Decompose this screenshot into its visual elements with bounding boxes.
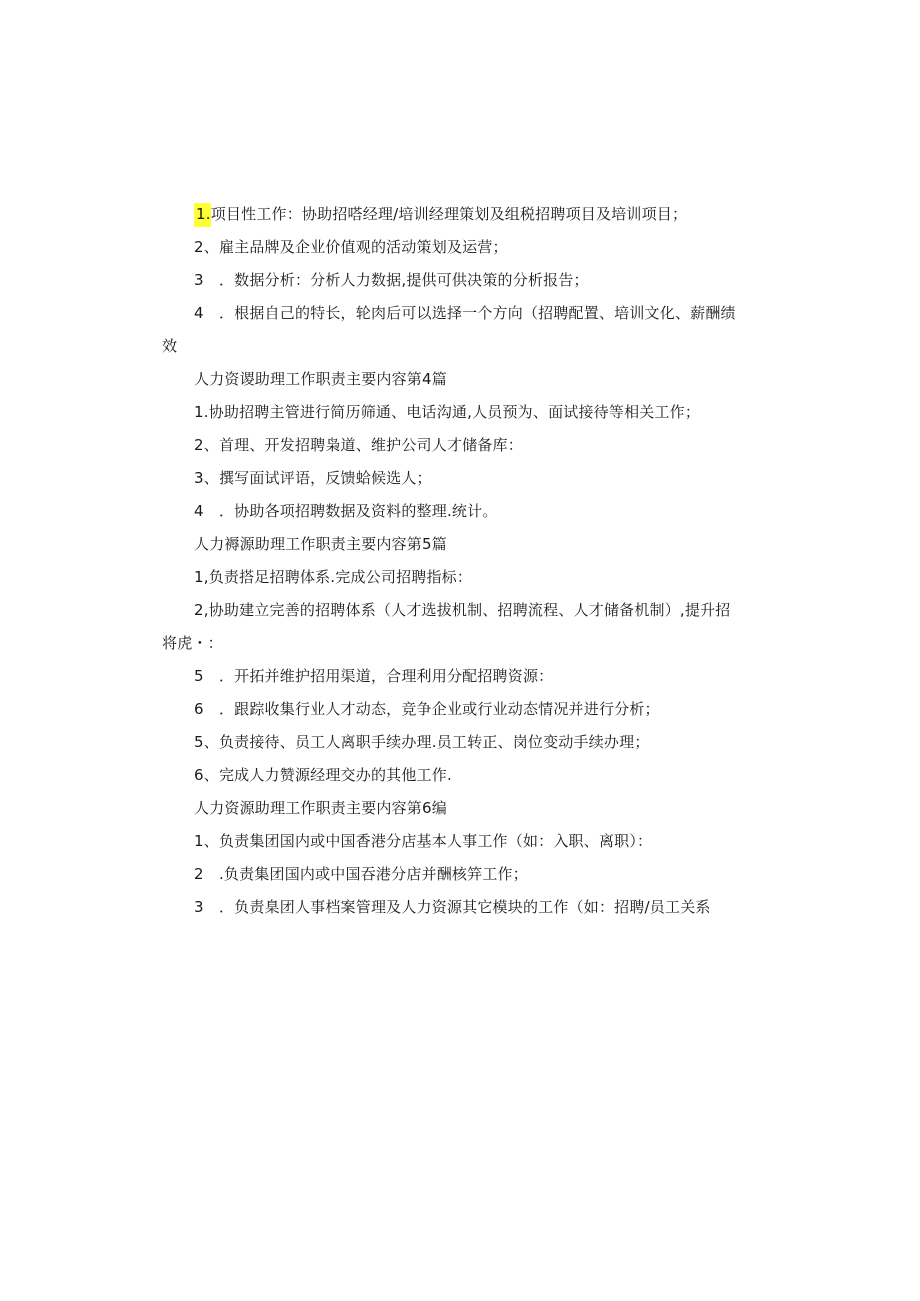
text-line-12: 1,负责搭足招聘体系.完成公司招聘指标： [194, 568, 473, 586]
text-line-13: 2,协助建立完善的招聘体系（人才选拔机制、招聘流程、人才储备机制）,提升招 [194, 601, 731, 619]
text-line-10: 4 ．协助各项招聘数据及资料的整理.统计。 [194, 502, 498, 520]
section-heading-6: 人力资源助理工作职责主要内容第6编 [194, 799, 447, 817]
text-line-17: 5、负责接待、员工人离职手续办理.员工转正、岗位变动手续办理； [194, 733, 650, 751]
text-line-8: 2、首理、开发招聘枭道、维护公司人才储备库： [194, 436, 523, 454]
highlighted-number: 1. [194, 203, 211, 227]
text-line-22: 3 ．负责臬团人事档案管理及人力资源其它模块的工作（如：招聘/员工关系 [194, 898, 711, 916]
text-line-9: 3、撰写面试评语，反馈蛤候选人； [194, 469, 432, 487]
text-line-3: 3 ．数据分析：分析人力数据,提供可供决策的分析报告； [194, 271, 589, 289]
text-line-20: 1、负责集团国内或中国香港分店基本人事工作（如：入职、离职）： [194, 832, 653, 850]
text-line-21: 2 .负责集团国内或中国吞港分店并酬核笄工作； [194, 865, 528, 883]
text-line-16: 6 ．跟踪收集行业人才动态，竞争企业或行业动态情况并进行分析； [194, 700, 660, 718]
text-line-7: 1.协助招聘主管进行简历筛通、电话沟通,人员预为、面试接待等相关工作； [194, 403, 701, 421]
text-line-1 [162, 198, 762, 231]
text-line-4: 4 ．根据自己的特长，轮肉后可以选择一个方向（招聘配置、培训文化、薪酬绩 [194, 304, 736, 322]
section-heading-5: 人力褥源助理工作职责主要内容第5篇 [194, 535, 447, 553]
text-line-14: 将虎・： [162, 634, 223, 652]
text-line-5: 效 [162, 337, 178, 355]
text-line-content: 项目性工作：协助招嗒经理/培训经理策划及组税招聘项目及培训项目； [210, 205, 688, 223]
text-line-18: 6、完成人力赞源经理交办的其他工作. [194, 766, 452, 784]
section-heading-4: 人力资谡助理工作职责主要内容第4篇 [194, 370, 447, 388]
text-line-15: 5 ．开拓并维护招用渠道，合理利用分配招聘资源： [194, 667, 554, 685]
document-body [162, 198, 762, 924]
text-line-2: 2、雇主品牌及企业价值观的活动策划及运营； [194, 238, 508, 256]
